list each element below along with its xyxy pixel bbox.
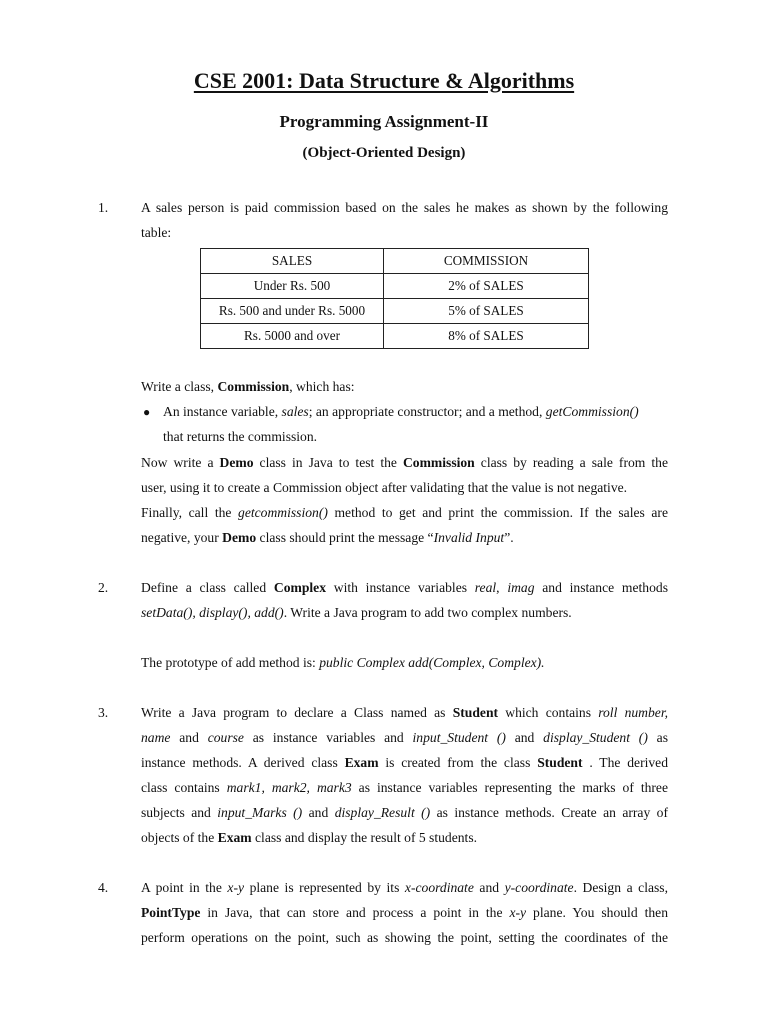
- text-run: Write a Java program to declare a Class named as: [141, 705, 453, 720]
- question-3-line-6: [141, 830, 668, 846]
- text-run: class and display the result of 5 students.: [251, 830, 478, 845]
- text-run: mark1, mark2, mark3: [226, 780, 352, 795]
- text-run: Now write a: [141, 455, 220, 470]
- question-4-number: 4.: [98, 880, 109, 895]
- text-run: Commission: [217, 379, 290, 394]
- text-run: getCommission(): [545, 404, 639, 419]
- text-run: A point in the: [141, 880, 228, 895]
- table-cell: Rs. 5000 and over: [201, 324, 384, 349]
- assignment-subtitle: Programming Assignment-II: [279, 112, 489, 131]
- table-cell: Rs. 500 and under Rs. 5000: [201, 299, 384, 324]
- text-run: plane is represented by its: [244, 880, 405, 895]
- text-run: display_Result (): [334, 805, 431, 820]
- question-2-number: 2.: [98, 580, 109, 595]
- text-run: subjects and: [141, 805, 218, 820]
- text-run: roll number,: [598, 705, 668, 720]
- text-run: input_Marks (): [217, 805, 303, 820]
- question-4-line-3: perform operations on the point, such as showing the point, setting the coordinates of the: [141, 930, 668, 945]
- text-run: PointType: [141, 905, 201, 920]
- question-2-prototype: [141, 655, 668, 671]
- question-2-line-1: [141, 580, 668, 596]
- text-run: method to get and print the commission. If the sales are: [327, 505, 668, 520]
- text-run: sales: [281, 404, 309, 419]
- table-cell: 2% of SALES: [384, 274, 589, 299]
- text-run: as instance methods. Create an array of: [430, 805, 668, 820]
- question-1-demo-line-2: user, using it to create a Commission object after validating that the value is not negative.: [141, 480, 628, 495]
- text-run: Exam: [217, 830, 252, 845]
- table-row: [201, 324, 589, 349]
- text-run: Student: [537, 755, 583, 770]
- text-run: which contains: [498, 705, 599, 720]
- table-header-sales: SALES: [201, 249, 384, 274]
- text-run: instance methods. A derived class: [141, 755, 345, 770]
- text-run: display_Student (): [543, 730, 648, 745]
- question-2-line-2: [141, 605, 668, 621]
- text-run: Demo: [222, 530, 257, 545]
- text-run: as instance variables and: [243, 730, 413, 745]
- table-header-row: [201, 249, 589, 274]
- text-run: name: [141, 730, 171, 745]
- text-run: The prototype of add method is:: [141, 655, 320, 670]
- table-cell: 5% of SALES: [384, 299, 589, 324]
- text-run: Student: [452, 705, 499, 720]
- question-1-demo-line-4: [141, 530, 668, 546]
- text-run: Write a class,: [141, 379, 218, 394]
- question-3-number: 3.: [98, 705, 109, 720]
- text-run: setData(), display(), add(): [141, 605, 284, 620]
- text-run: negative, your: [141, 530, 223, 545]
- text-run: input_Student (): [412, 730, 506, 745]
- text-run: and instance methods: [534, 580, 668, 595]
- text-run: with instance variables: [326, 580, 475, 595]
- text-run: is created from the class: [378, 755, 538, 770]
- text-run: plane. You should then: [526, 905, 668, 920]
- question-1-number: 1.: [98, 200, 109, 215]
- text-run: ”.: [504, 530, 514, 545]
- text-run: . Design a class,: [573, 880, 668, 895]
- question-4-line-1: [141, 880, 668, 896]
- text-run: ; an appropriate constructor; and a method,: [308, 404, 546, 419]
- text-run: Demo: [219, 455, 254, 470]
- text-run: class contains: [141, 780, 227, 795]
- text-run: x-coordinate: [404, 880, 474, 895]
- assignment-topic: (Object-Oriented Design): [302, 145, 466, 161]
- page-title: CSE 2001: Data Structure & Algorithms: [193, 68, 575, 93]
- text-run: Complex: [273, 580, 326, 595]
- text-run: in Java, that can store and process a point in the: [200, 905, 510, 920]
- text-run: and: [505, 730, 544, 745]
- text-run: real: [474, 580, 497, 595]
- text-run: as: [647, 730, 668, 745]
- text-run: class by reading a sale from the: [474, 455, 668, 470]
- question-1-write-class: [141, 379, 668, 395]
- question-1-bullet-line-2: that returns the commission.: [163, 429, 318, 444]
- text-run: . The derived: [582, 755, 668, 770]
- question-1-line-1: A sales person is paid commission based on the sales he makes as shown by the following: [141, 200, 668, 215]
- question-4-line-2: [141, 905, 668, 921]
- question-1-demo-line-3: [141, 505, 668, 521]
- table-row: [201, 299, 589, 324]
- text-run: course: [207, 730, 244, 745]
- text-run: Exam: [344, 755, 379, 770]
- text-run: . Write a Java program to add two complex numbers.: [283, 605, 572, 620]
- text-run: x-y: [509, 905, 527, 920]
- table-cell: Under Rs. 500: [201, 274, 384, 299]
- question-3-line-5: [141, 805, 668, 821]
- text-run: Commission: [402, 455, 475, 470]
- question-3-line-1: [141, 705, 668, 721]
- text-run: Define a class called: [141, 580, 274, 595]
- table-row: [201, 274, 589, 299]
- text-run: as instance variables representing the marks of three: [351, 780, 668, 795]
- text-run: objects of the: [141, 830, 218, 845]
- question-3-line-3: [141, 755, 668, 771]
- question-3-line-2: [141, 730, 668, 746]
- text-run: Invalid Input: [433, 530, 505, 545]
- question-3-line-4: [141, 780, 668, 796]
- text-run: An instance variable,: [163, 404, 282, 419]
- question-1-bullet-line-1: [163, 404, 668, 420]
- text-run: ,: [496, 580, 508, 595]
- text-run: x-y: [227, 880, 245, 895]
- text-run: and: [302, 805, 335, 820]
- commission-table: [200, 248, 589, 349]
- text-run: y-coordinate: [504, 880, 574, 895]
- question-1-demo-line-1: [141, 455, 668, 471]
- text-run: and: [473, 880, 505, 895]
- text-run: imag: [507, 580, 535, 595]
- text-run: class should print the message “: [256, 530, 434, 545]
- table-header-commission: COMMISSION: [384, 249, 589, 274]
- table-cell: 8% of SALES: [384, 324, 589, 349]
- text-run: Finally, call the: [141, 505, 239, 520]
- text-run: , which has:: [289, 379, 355, 394]
- text-run: public Complex add(Complex, Complex).: [319, 655, 545, 670]
- bullet-icon: ●: [143, 405, 151, 419]
- text-run: getcommission(): [238, 505, 328, 520]
- question-1-line-2: table:: [141, 225, 172, 240]
- text-run: class in Java to test the: [253, 455, 403, 470]
- text-run: and: [170, 730, 208, 745]
